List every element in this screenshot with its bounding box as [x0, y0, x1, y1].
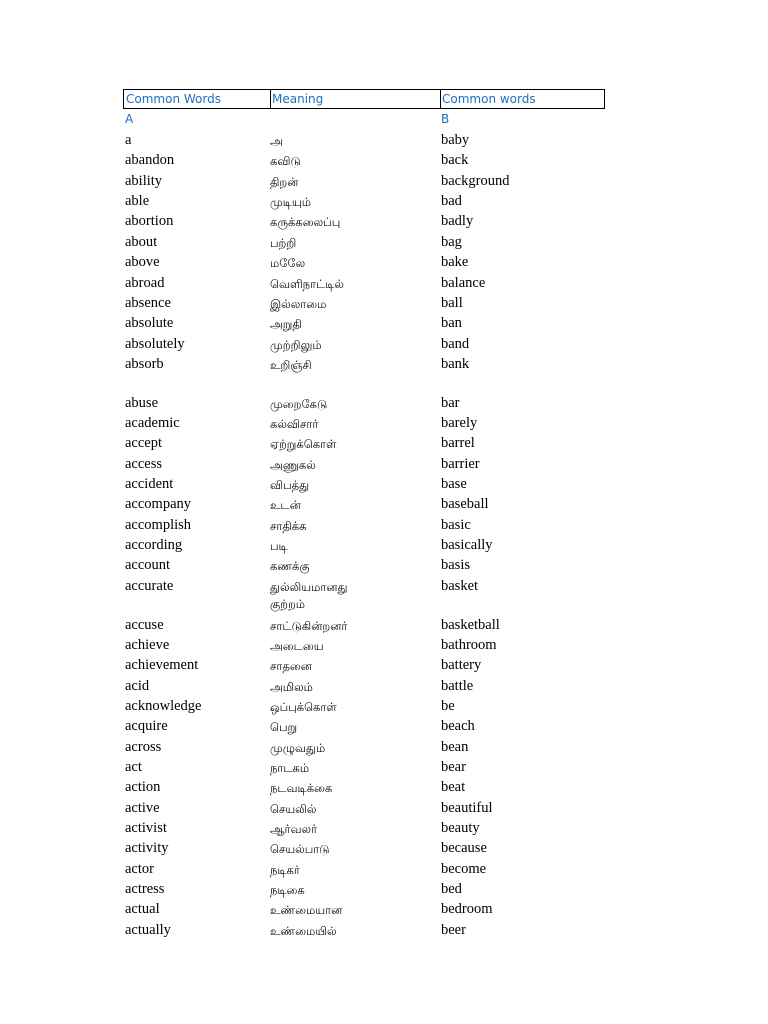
english-word: absolute [125, 315, 174, 331]
table-row [0, 739, 768, 759]
tamil-meaning: அடையை [270, 639, 324, 653]
english-word-right: barely [441, 415, 478, 431]
english-word-right: bear [441, 759, 466, 775]
tamil-meaning: மலேே [270, 256, 306, 270]
tamil-meaning: நடவடிக்கை [270, 781, 333, 795]
tamil-meaning: கணக்கு [270, 559, 310, 573]
english-word: acknowledge [125, 698, 202, 714]
table-row [0, 132, 768, 152]
tamil-meaning: வெளிநாட்டில் [270, 277, 344, 291]
english-word-right: beautiful [441, 800, 493, 816]
header-common-words-right: Common words [442, 92, 536, 106]
english-word-right: ban [441, 315, 462, 331]
table-row [0, 557, 768, 577]
english-word-right: bean [441, 739, 469, 755]
table-row [0, 173, 768, 193]
english-word: abortion [125, 213, 174, 229]
table-row [0, 395, 768, 415]
english-word: abroad [125, 275, 165, 291]
header-meaning: Meaning [272, 92, 324, 106]
tamil-meaning: உண்மையான [270, 903, 343, 917]
tamil-meaning: உறிஞ்சி [270, 358, 312, 372]
english-word: activist [125, 820, 167, 836]
english-word-right: band [441, 336, 470, 352]
english-word-right: baseball [441, 496, 489, 512]
english-word: active [125, 800, 160, 816]
tamil-meaning: செயலில் [270, 802, 317, 816]
english-word: acid [125, 678, 150, 694]
tamil-meaning: அணுகல் [270, 458, 316, 472]
english-word-right: basketball [441, 617, 500, 633]
english-word: able [125, 193, 150, 209]
tamil-meaning: திறன் [270, 175, 299, 189]
english-word-right: barrier [441, 456, 480, 472]
english-word: across [125, 739, 162, 755]
tamil-meaning: துல்லியமானது [270, 580, 348, 594]
tamil-meaning: உண்மையில் [270, 924, 337, 938]
tamil-meaning: நாடகம் [270, 761, 310, 775]
table-row [0, 820, 768, 840]
english-word: accomplish [125, 517, 192, 533]
english-word-right: bedroom [441, 901, 493, 917]
table-row [0, 315, 768, 335]
table-row [0, 193, 768, 213]
tamil-meaning: நடிகர் [270, 863, 300, 877]
table-row [0, 657, 768, 677]
english-word-right: bank [441, 356, 470, 372]
table-row [0, 779, 768, 799]
tamil-meaning-wrapped: குற்றம் [270, 597, 306, 611]
tamil-meaning: அறுதி [270, 317, 302, 331]
table-row [0, 537, 768, 557]
english-word: absolutely [125, 336, 185, 352]
table-row [0, 901, 768, 921]
table-row [0, 718, 768, 738]
table-row [0, 213, 768, 233]
english-word: abandon [125, 152, 175, 168]
english-word-right: basis [441, 557, 470, 573]
english-word-right: bar [441, 395, 460, 411]
english-word: academic [125, 415, 180, 431]
english-word: activity [125, 840, 169, 856]
table-row [0, 678, 768, 698]
english-word-right: base [441, 476, 467, 492]
tamil-meaning: கவிடு [270, 154, 301, 168]
english-word: according [125, 537, 183, 553]
table-row [0, 840, 768, 860]
tamil-meaning: அ [270, 134, 283, 148]
english-word-right: back [441, 152, 469, 168]
tamil-meaning: விபத்து [270, 478, 310, 492]
english-word-right: bed [441, 881, 462, 897]
english-word: accuse [125, 617, 164, 633]
english-word: accept [125, 435, 163, 451]
tamil-meaning: சாதனை [270, 659, 312, 673]
header-divider [440, 90, 441, 108]
table-row [0, 152, 768, 172]
english-word-right: battery [441, 657, 482, 673]
tamil-meaning: முழுவதும் [270, 741, 326, 755]
tamil-meaning: முடியும் [270, 195, 312, 209]
tamil-meaning: செயல்பாடு [270, 842, 330, 856]
english-word-right: beach [441, 718, 475, 734]
english-word: ability [125, 173, 163, 189]
tamil-meaning: ஏற்றுக்கொள் [270, 437, 337, 451]
header-common-words: Common Words [126, 92, 221, 106]
english-word-right: barrel [441, 435, 475, 451]
table-row [0, 336, 768, 356]
english-word-right: basically [441, 537, 493, 553]
tamil-meaning: உடன் [270, 498, 301, 512]
tamil-meaning: அமிலம் [270, 680, 313, 694]
table-row [0, 861, 768, 881]
tamil-meaning: முறைகேடு [270, 397, 328, 411]
english-word-right: ball [441, 295, 463, 311]
table-row [0, 759, 768, 779]
tamil-meaning: சாதிக்க [270, 519, 307, 533]
english-word-right: baby [441, 132, 470, 148]
table-row [0, 234, 768, 254]
english-word: acquire [125, 718, 168, 734]
tamil-meaning: இல்லாமை [270, 297, 327, 311]
english-word: act [125, 759, 142, 775]
section-letter-left: A [125, 112, 134, 126]
tamil-meaning: ஒப்புக்கொள் [270, 700, 337, 714]
table-row [0, 698, 768, 718]
english-word: accident [125, 476, 174, 492]
english-word-right: be [441, 698, 455, 714]
table-row [0, 578, 768, 598]
english-word: actual [125, 901, 160, 917]
english-word: accompany [125, 496, 192, 512]
tamil-meaning: பற்றி [270, 236, 297, 250]
english-word-right: background [441, 173, 510, 189]
english-word-right: badly [441, 213, 474, 229]
english-word-right: because [441, 840, 487, 856]
english-word: above [125, 254, 160, 270]
table-row [0, 295, 768, 315]
english-word-right: beauty [441, 820, 480, 836]
table-header [123, 89, 605, 109]
english-word-right: beer [441, 922, 466, 938]
table-row [0, 881, 768, 901]
table-row [0, 922, 768, 942]
table-row [0, 637, 768, 657]
tamil-meaning: பெறு [270, 720, 298, 734]
english-word: abuse [125, 395, 159, 411]
english-word-right: beat [441, 779, 466, 795]
english-word-right: bathroom [441, 637, 497, 653]
table-row [0, 456, 768, 476]
table-row [0, 496, 768, 516]
table-row [0, 254, 768, 274]
english-word: access [125, 456, 163, 472]
header-divider [270, 90, 271, 108]
english-word-right: basket [441, 578, 479, 594]
table-row [0, 356, 768, 376]
english-word-right: balance [441, 275, 486, 291]
tamil-meaning: படி [270, 539, 288, 553]
table-row [0, 476, 768, 496]
tamil-meaning: சாட்டுகின்றனர் [270, 619, 348, 633]
english-word: action [125, 779, 161, 795]
tamil-meaning: ஆர்வலர் [270, 822, 318, 836]
english-word-right: bad [441, 193, 462, 209]
table-row [0, 800, 768, 820]
english-word: about [125, 234, 158, 250]
english-word: absorb [125, 356, 164, 372]
section-letter-right: B [441, 112, 450, 126]
english-word-right: become [441, 861, 487, 877]
tamil-meaning: முற்றிலும் [270, 338, 322, 352]
tamil-meaning: நடிகை [270, 883, 305, 897]
english-word: accurate [125, 578, 174, 594]
english-word: achieve [125, 637, 170, 653]
english-word-right: bag [441, 234, 462, 250]
english-word-right: bake [441, 254, 469, 270]
english-word: account [125, 557, 171, 573]
english-word: actress [125, 881, 165, 897]
table-row [0, 517, 768, 537]
english-word: actually [125, 922, 171, 938]
table-row [0, 597, 768, 637]
tamil-meaning: கல்விசார் [270, 417, 319, 431]
english-word: a [125, 132, 132, 148]
table-row [0, 415, 768, 435]
table-row [0, 275, 768, 295]
english-word: achievement [125, 657, 199, 673]
table-row [0, 435, 768, 455]
english-word: actor [125, 861, 154, 877]
tamil-meaning: கருக்கலைப்பு [270, 215, 341, 229]
english-word-right: basic [441, 517, 471, 533]
english-word: absence [125, 295, 171, 311]
letter-row [0, 112, 768, 128]
english-word-right: battle [441, 678, 474, 694]
